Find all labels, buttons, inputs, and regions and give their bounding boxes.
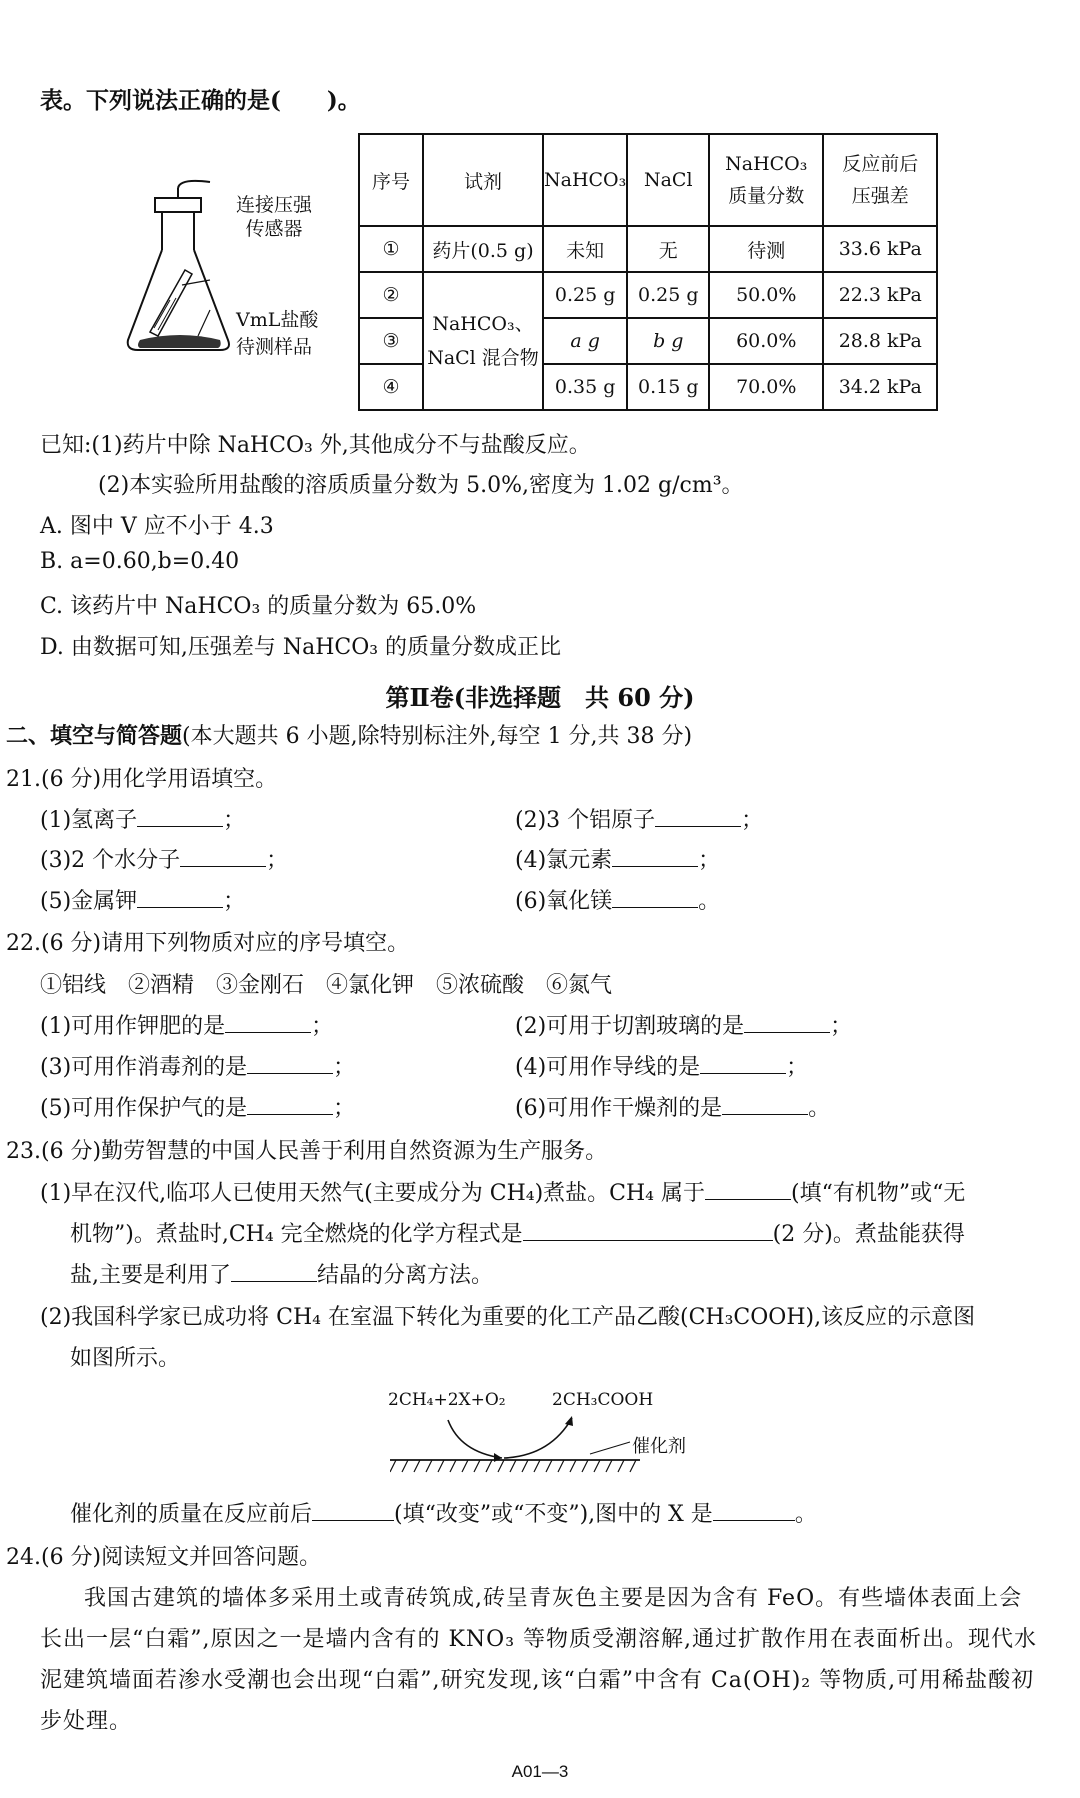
q23-p3c: 。 (794, 1502, 817, 1527)
cell-nacl: 0.15 g (627, 364, 709, 410)
q23-p1-l3b: 结晶的分离方法。 (317, 1263, 494, 1288)
cell-no: ④ (359, 364, 423, 410)
q22-label-1: (1)可用作钾肥的是 (40, 1014, 226, 1039)
cell-fraction: 待测 (709, 226, 823, 272)
q23-p3a: 催化剂的质量在反应前后 (70, 1502, 313, 1527)
flask-label-acid: VmL盐酸 (236, 309, 319, 331)
flask-icon (110, 160, 350, 370)
cell-pressure: 28.8 kPa (823, 318, 937, 364)
q23-p1-line3 (70, 1258, 493, 1289)
data-table (358, 133, 938, 411)
q22-label-6: (6)可用作干燥剂的是 (515, 1096, 723, 1121)
answer-blank[interactable] (655, 808, 741, 827)
q23-p2-line2: 如图所示。 (70, 1346, 181, 1371)
header-fraction-l2: 质量分数 (728, 185, 805, 207)
section-title: 第Ⅱ卷(非选择题 共 60 分) (385, 683, 695, 712)
cell-pressure: 34.2 kPa (823, 364, 937, 410)
answer-blank[interactable] (744, 1014, 830, 1033)
answer-blank[interactable] (247, 1096, 333, 1115)
option-c: C. 该药片中 NaHCO₃ 的质量分数为 65.0% (40, 594, 477, 619)
diagram-reactants: 2CH₄+2X+O₂ (388, 1390, 506, 1410)
q22-label-4: (4)可用作导线的是 (515, 1055, 701, 1080)
answer-blank[interactable] (312, 1502, 394, 1521)
answer-blank[interactable] (705, 1181, 791, 1200)
cell-nahco3: 0.25 g (543, 272, 627, 318)
q21-item-1: (1)氢离子 ； (40, 808, 246, 833)
q21-item-6: (6)氧化镁 。 (515, 889, 721, 914)
q21-stem: 21.(6 分)用化学用语填空。 (6, 767, 278, 792)
cell-fraction: 50.0% (709, 272, 823, 318)
header-pressure-l1: 反应前后 (842, 153, 919, 175)
catalyst-surface-diagram (390, 1412, 640, 1482)
cell-reagent: 药片(0.5 g) (423, 226, 543, 272)
cell-fraction: 70.0% (709, 364, 823, 410)
known-2: (2)本实验所用盐酸的溶质质量分数为 5.0%,密度为 1.02 g/cm³。 (98, 473, 744, 498)
header-fraction (709, 134, 823, 226)
q21-item-3: (3)2 个水分子 ； (40, 848, 289, 873)
header-pressure-l2: 压强差 (851, 185, 909, 207)
q21-label-1: (1)氢离子 (40, 808, 138, 833)
cell-no: ③ (359, 318, 423, 364)
q23-stem: 23.(6 分)勤劳智慧的中国人民善于利用自然资源为生产服务。 (6, 1139, 608, 1164)
q22-item-3: (3)可用作消毒剂的是 ； (40, 1055, 356, 1080)
q21-label-6: (6)氧化镁 (515, 889, 613, 914)
q23-p1-l3a: 盐,主要是利用了 (70, 1263, 231, 1288)
option-b: B. a=0.60,b=0.40 (40, 549, 240, 574)
flask-diagram (110, 160, 350, 370)
part2-heading-line (6, 719, 692, 750)
answer-blank[interactable] (523, 1222, 773, 1241)
q22-item-4: (4)可用作导线的是 ； (515, 1055, 809, 1080)
option-d: D. 由数据可知,压强差与 NaHCO₃ 的质量分数成正比 (40, 635, 562, 660)
header-fraction-l1: NaHCO₃ (725, 153, 808, 175)
header-nahco3: NaHCO₃ (543, 134, 627, 226)
cell-pressure: 33.6 kPa (823, 226, 937, 272)
cell-nahco3: 0.35 g (543, 364, 627, 410)
sensor-label-1: 连接压强 (236, 194, 313, 216)
answer-blank[interactable] (612, 889, 698, 908)
diagram-catalyst-label: 催化剂 (632, 1436, 686, 1457)
part2-note: (本大题共 6 小题,除特别标注外,每空 1 分,共 38 分) (182, 724, 693, 749)
part2-heading: 二、填空与简答题 (6, 723, 183, 749)
q24-passage: 我国古建筑的墙体多采用土或青砖筑成,砖呈青灰色主要是因为含有 FeO。有些墙体表面上会长出一层“白霜”,原因之一是墙内含有的 KNO₃ 等物质受潮溶解,通过扩散作用在表面析出。现代水泥建筑墙面若渗水受潮也会出现“白霜”,研究发现,该“白霜”中含有 Ca(OH)₂ 等物质,可用稀盐酸初步处理。 (40, 1586, 1038, 1734)
table-row (359, 226, 937, 272)
answer-blank[interactable] (722, 1096, 808, 1115)
q23-p1-l2b: (2 分)。煮盐能获得 (772, 1222, 965, 1247)
header-no: 序号 (359, 134, 423, 226)
flask-label-sample: 待测样品 (236, 336, 313, 358)
flask-label-sensor (236, 193, 312, 241)
answer-blank[interactable] (137, 808, 223, 827)
header-pressure (823, 134, 937, 226)
known-1: 已知:(1)药片中除 NaHCO₃ 外,其他成分不与盐酸反应。 (40, 433, 591, 458)
cell-reagent-mix (423, 272, 543, 410)
q21-label-4: (4)氯元素 (515, 848, 613, 873)
q22-label-2: (2)可用于切割玻璃的是 (515, 1014, 745, 1039)
cell-nahco3: 未知 (543, 226, 627, 272)
cell-nacl: 无 (627, 226, 709, 272)
reagent-mix-l2: NaCl 混合物 (427, 347, 539, 369)
diagram-products: 2CH₃COOH (552, 1390, 654, 1410)
q22-substances: ①铝线 ②酒精 ③金刚石 ④氯化钾 ⑤浓硫酸 ⑥氮气 (40, 973, 613, 998)
answer-blank[interactable] (231, 1263, 317, 1282)
option-a: A. 图中 V 应不小于 4.3 (40, 514, 274, 539)
cell-no: ② (359, 272, 423, 318)
q23-p1-line1 (40, 1176, 965, 1207)
cell-nacl: b g (627, 318, 709, 364)
q21-item-5: (5)金属钾 ； (40, 889, 246, 914)
q22-item-5: (5)可用作保护气的是 ； (40, 1096, 356, 1121)
q23-p2-line1: (2)我国科学家已成功将 CH₄ 在室温下转化为重要的化工产品乙酸(CH₃COOH),该反应的示意图 (40, 1305, 976, 1330)
q22-label-3: (3)可用作消毒剂的是 (40, 1055, 248, 1080)
header-reagent: 试剂 (423, 134, 543, 226)
question-intro: 表。下列说法正确的是( )。 (40, 87, 361, 114)
q21-item-4: (4)氯元素 ； (515, 848, 721, 873)
answer-blank[interactable] (225, 1014, 311, 1033)
answer-blank[interactable] (700, 1055, 786, 1074)
q22-item-6: (6)可用作干燥剂的是 。 (515, 1096, 831, 1121)
q21-label-5: (5)金属钾 (40, 889, 138, 914)
table-row (359, 272, 937, 318)
cell-pressure: 22.3 kPa (823, 272, 937, 318)
q21-item-2: (2)3 个铝原子 ； (515, 808, 764, 833)
q22-item-1: (1)可用作钾肥的是 ； (40, 1014, 334, 1039)
cell-nahco3: a g (543, 318, 627, 364)
q23-p1-l1a: (1)早在汉代,临邛人已使用天然气(主要成分为 CH₄)煮盐。CH₄ 属于 (40, 1181, 705, 1206)
q23-p1-l1b: (填“有机物”或“无 (791, 1181, 966, 1206)
q22-label-5: (5)可用作保护气的是 (40, 1096, 248, 1121)
cell-fraction: 60.0% (709, 318, 823, 364)
q21-label-3: (3)2 个水分子 (40, 848, 181, 873)
q21-label-2: (2)3 个铝原子 (515, 808, 656, 833)
sensor-label-2: 传感器 (245, 218, 303, 240)
q22-stem: 22.(6 分)请用下列物质对应的序号填空。 (6, 931, 410, 956)
cell-no: ① (359, 226, 423, 272)
q23-p1-line2 (70, 1217, 965, 1248)
page-number: A01—3 (511, 1762, 569, 1781)
table-header-row (359, 134, 937, 226)
q23-p1-l2a: 机物”)。煮盐时,CH₄ 完全燃烧的化学方程式是 (70, 1222, 523, 1247)
reagent-mix-l1: NaHCO₃、 (432, 313, 534, 335)
q24-stem: 24.(6 分)阅读短文并回答问题。 (6, 1545, 322, 1570)
q22-item-2: (2)可用于切割玻璃的是 ； (515, 1014, 853, 1039)
header-nacl: NaCl (627, 134, 709, 226)
answer-blank[interactable] (180, 848, 266, 867)
answer-blank[interactable] (247, 1055, 333, 1074)
q23-p3 (70, 1497, 817, 1528)
answer-blank[interactable] (137, 889, 223, 908)
cell-nacl: 0.25 g (627, 272, 709, 318)
q23-p3b: (填“改变”或“不变”),图中的 X 是 (394, 1502, 713, 1527)
answer-blank[interactable] (612, 848, 698, 867)
answer-blank[interactable] (713, 1502, 795, 1521)
